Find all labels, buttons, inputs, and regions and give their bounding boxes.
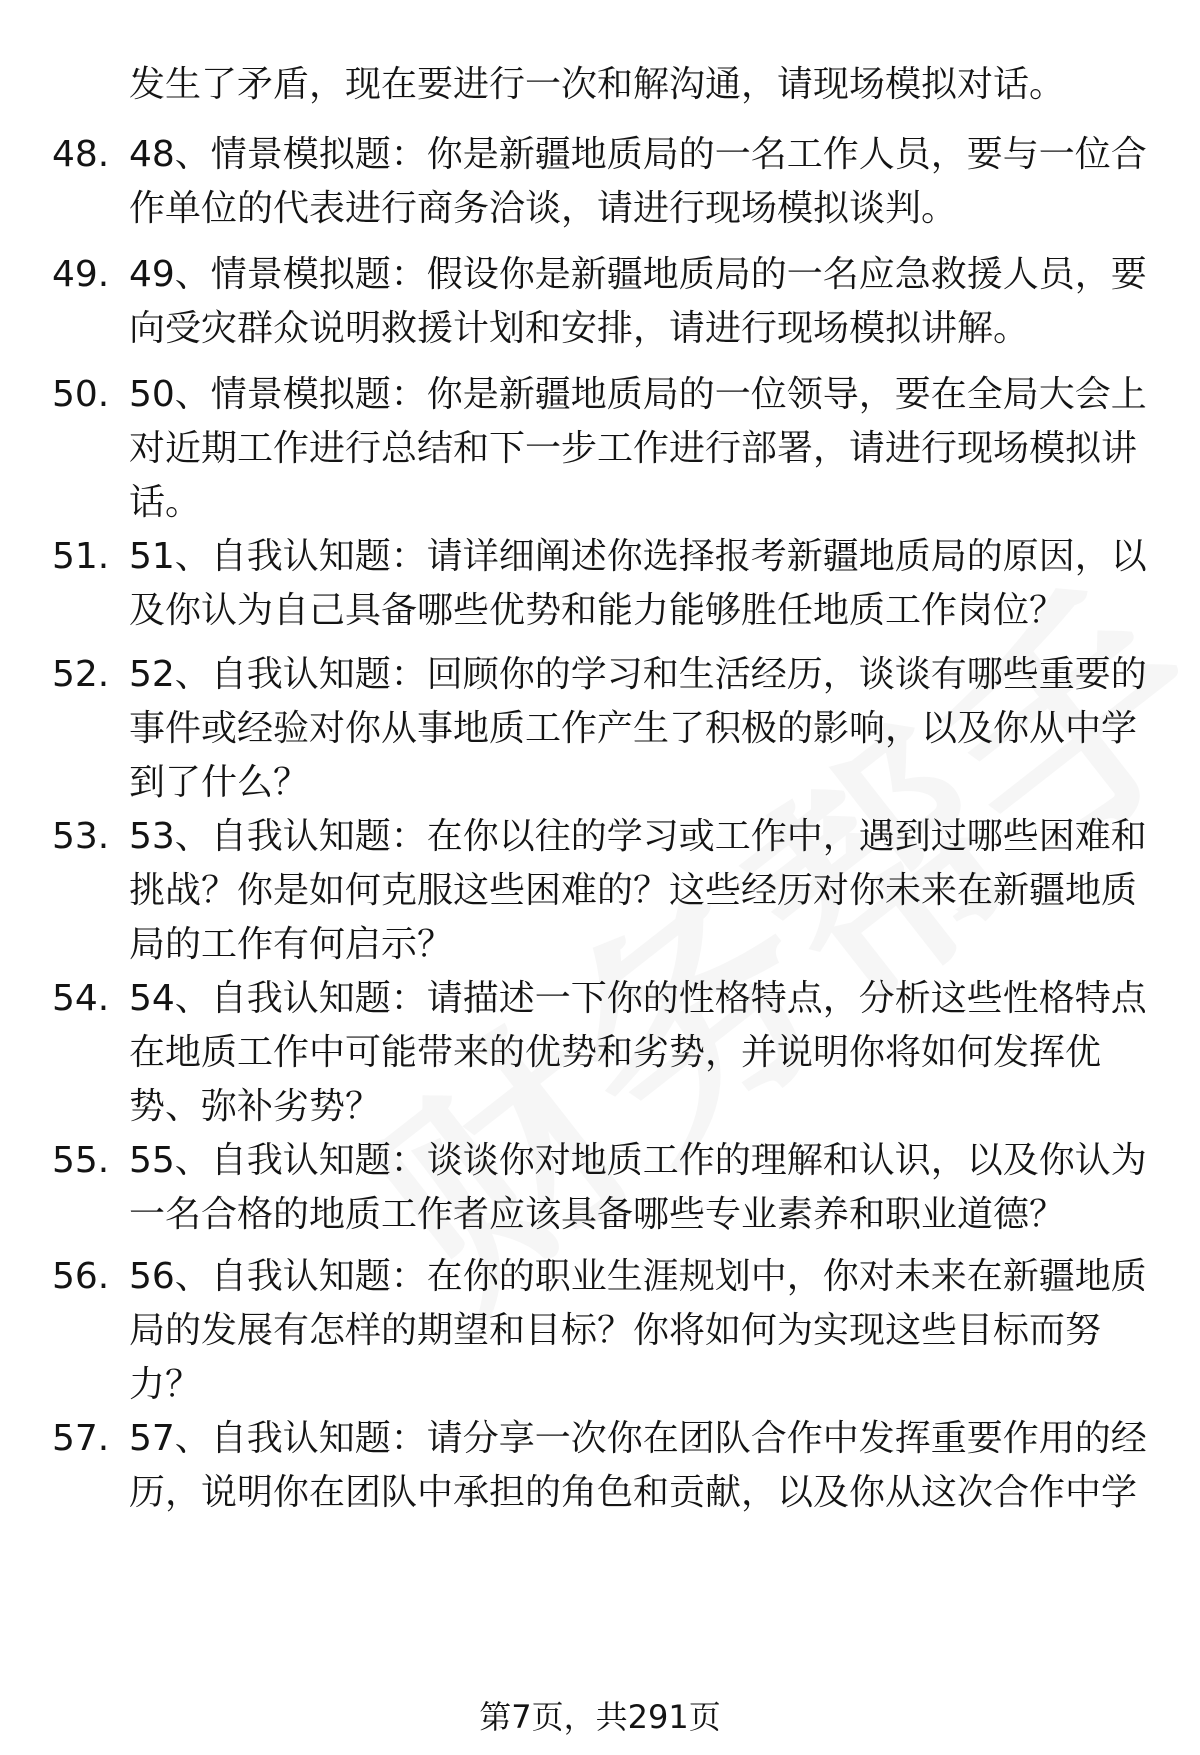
page-footer: 第7页，共291页	[479, 1698, 721, 1736]
question-text-line: 一名合格的地质工作者应该具备哪些专业素养和职业道德？	[129, 1194, 1066, 1235]
question-text	[129, 1134, 1149, 1242]
question-text-line: 对近期工作进行总结和下一步工作进行部署，请进行现场模拟讲	[129, 428, 1138, 469]
question-text-line: 53、自我认知题：在你以往的学习或工作中，遇到过哪些困难和	[129, 816, 1147, 857]
question-text-line: 57、自我认知题：请分享一次你在团队合作中发挥重要作用的经	[129, 1418, 1147, 1459]
question-text	[129, 128, 1149, 236]
question-text-line: 51、自我认知题：请详细阐述你选择报考新疆地质局的原因，以	[129, 536, 1147, 577]
continuation-line: 发生了矛盾，现在要进行一次和解沟通，请现场模拟对话。	[129, 64, 1066, 105]
question-text	[129, 368, 1149, 530]
question-text	[129, 248, 1149, 356]
question-text-line: 及你认为自己具备哪些优势和能力能够胜任地质工作岗位？	[129, 590, 1066, 631]
question-text-line: 54、自我认知题：请描述一下你的性格特点，分析这些性格特点	[129, 978, 1147, 1019]
question-text-line: 挑战？你是如何克服这些困难的？这些经历对你未来在新疆地质	[129, 870, 1138, 911]
question-text-line: 向受灾群众说明救援计划和安排，请进行现场模拟讲解。	[129, 308, 1030, 349]
question-text-line: 48、情景模拟题：你是新疆地质局的一名工作人员，要与一位合	[129, 134, 1147, 175]
question-text-line: 56、自我认知题：在你的职业生涯规划中，你对未来在新疆地质	[129, 1256, 1147, 1297]
question-text	[129, 972, 1149, 1134]
question-number: 50.	[52, 374, 110, 415]
question-text-line: 话。	[129, 482, 202, 523]
question-text-line: 局的工作有何启示？	[129, 924, 454, 965]
question-text	[129, 1250, 1149, 1412]
question-text-line: 事件或经验对你从事地质工作产生了积极的影响，以及你从中学	[129, 708, 1138, 749]
question-number: 51.	[52, 536, 110, 577]
question-text	[129, 648, 1149, 810]
question-text	[129, 810, 1149, 972]
question-number: 48.	[52, 134, 110, 175]
question-number: 56.	[52, 1256, 110, 1297]
question-text-line: 在地质工作中可能带来的优势和劣势，并说明你将如何发挥优	[129, 1032, 1102, 1073]
question-number: 53.	[52, 816, 110, 857]
question-number: 52.	[52, 654, 110, 695]
question-number: 55.	[52, 1140, 110, 1181]
question-text	[129, 1412, 1149, 1520]
question-text-line: 力？	[129, 1364, 202, 1405]
question-text-line: 52、自我认知题：回顾你的学习和生活经历，谈谈有哪些重要的	[129, 654, 1147, 695]
question-text-line: 作单位的代表进行商务洽谈，请进行现场模拟谈判。	[129, 188, 958, 229]
question-text	[129, 530, 1149, 638]
question-text-line: 50、情景模拟题：你是新疆地质局的一位领导，要在全局大会上	[129, 374, 1147, 415]
question-text-line: 55、自我认知题：谈谈你对地质工作的理解和认识，以及你认为	[129, 1140, 1147, 1181]
question-number: 54.	[52, 978, 110, 1019]
question-text-line: 局的发展有怎样的期望和目标？你将如何为实现这些目标而努	[129, 1310, 1102, 1351]
question-text-line: 49、情景模拟题：假设你是新疆地质局的一名应急救援人员，要	[129, 254, 1147, 295]
question-number: 57.	[52, 1418, 110, 1459]
question-text-line: 到了什么？	[129, 762, 310, 803]
question-text-line: 历，说明你在团队中承担的角色和贡献，以及你从这次合作中学	[129, 1472, 1138, 1513]
question-text-line: 势、弥补劣势？	[129, 1086, 382, 1127]
question-number: 49.	[52, 254, 110, 295]
